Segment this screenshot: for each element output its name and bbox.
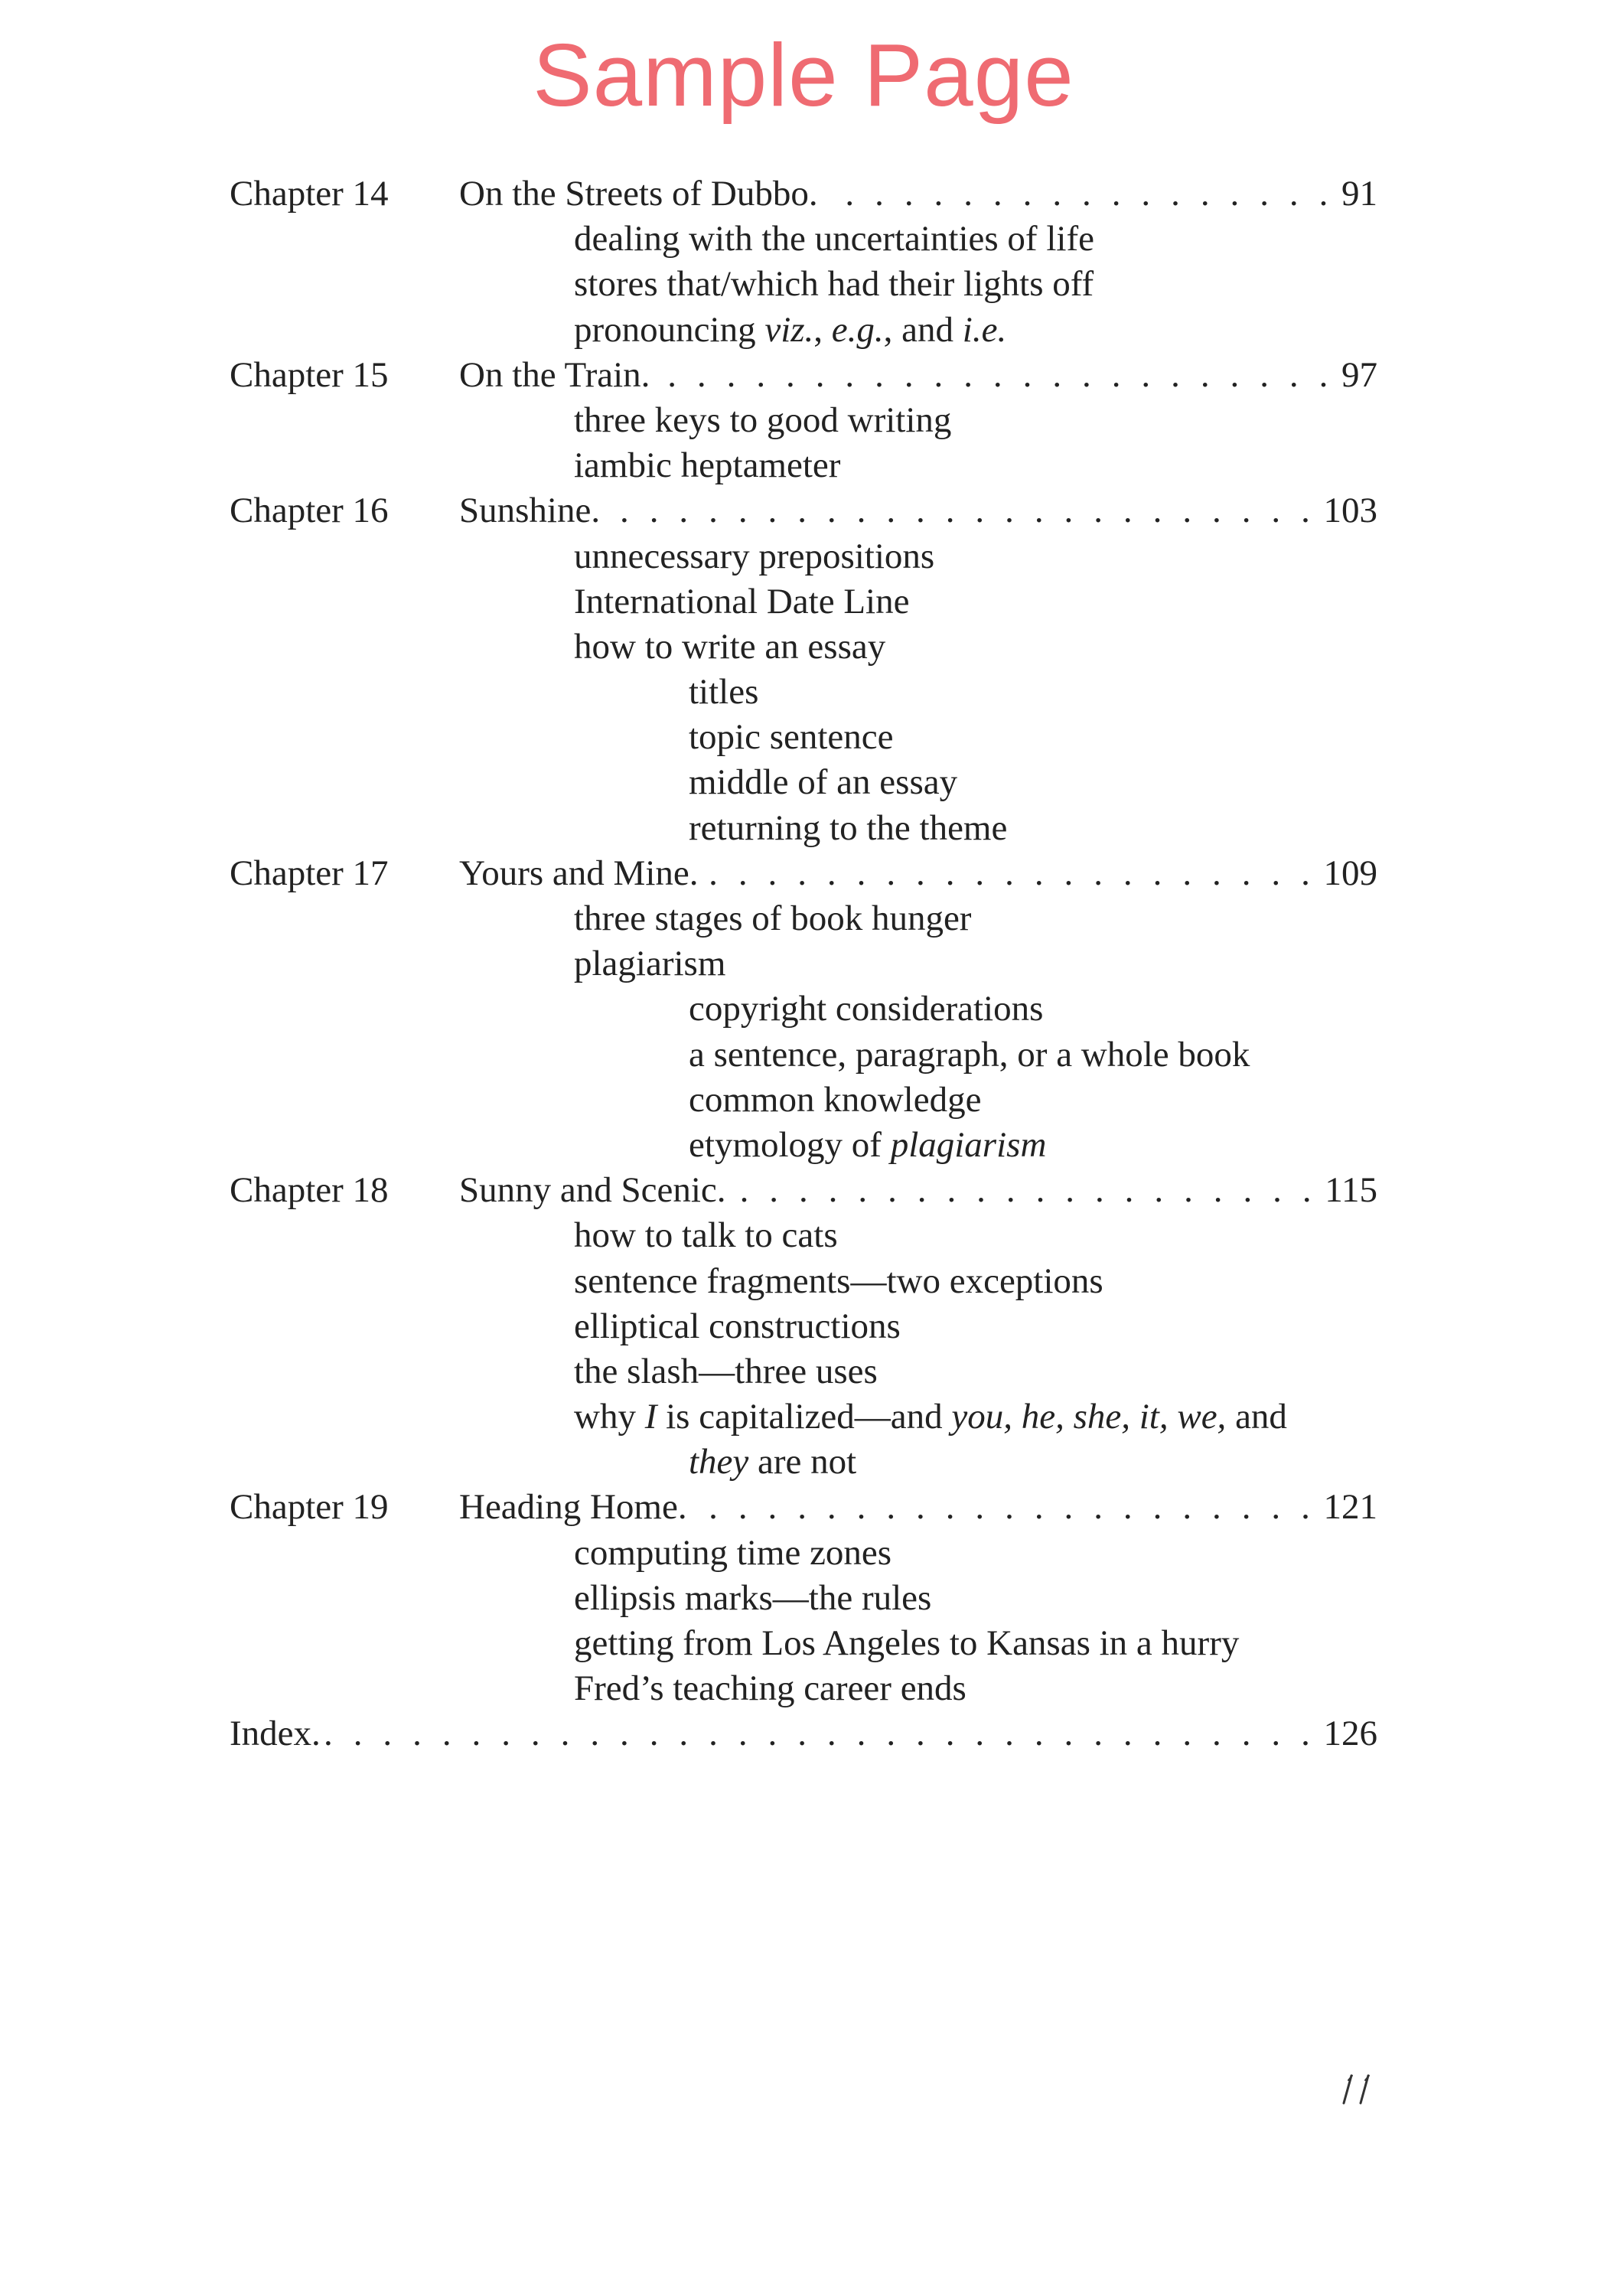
toc-subsubtopic: titles — [689, 672, 759, 713]
toc-subtopic: why I is capitalized—and you, he, she, it, we, and — [574, 1397, 1287, 1437]
toc-chapter-row — [230, 488, 1377, 533]
toc-subtopic: three stages of book hunger — [574, 899, 972, 938]
toc-chapter-row — [230, 1168, 1377, 1213]
chapter-label: Chapter 17 — [230, 853, 389, 893]
chapter-title-line — [459, 1485, 1377, 1530]
dot-leader — [731, 1168, 1318, 1213]
chapter-title: Yours and Mine. — [459, 851, 703, 896]
page-number: 109 — [1316, 851, 1378, 896]
toc-subsubtopic: middle of an essay — [689, 762, 958, 803]
chapter-title: On the Streets of Dubbo. — [459, 171, 823, 217]
toc-subsubtopic: copyright considerations — [689, 989, 1044, 1029]
chapter-title: Heading Home. — [459, 1485, 692, 1530]
toc-subtopic: iambic heptameter — [574, 445, 841, 486]
toc-subsubtopic: topic sentence — [689, 717, 894, 758]
chapter-title-line — [459, 353, 1377, 398]
toc-subtopic: elliptical constructions — [574, 1306, 901, 1346]
chapter-title: Sunshine. — [459, 488, 605, 533]
page-number: 115 — [1317, 1168, 1377, 1213]
sample-page-banner: Sample Page — [533, 25, 1074, 125]
dot-leader — [654, 353, 1334, 398]
chapter-title-line — [459, 851, 1377, 896]
toc-subtopic: ellipsis marks—the rules — [574, 1577, 932, 1618]
toc-chapter-row — [230, 353, 1377, 398]
chapter-title-line — [459, 1168, 1377, 1213]
chapter-title-line — [459, 488, 1377, 533]
toc-subtopic: getting from Los Angeles to Kansas in a hurry — [574, 1623, 1240, 1663]
index-title: Index. — [230, 1711, 325, 1756]
toc-chapter-row — [230, 171, 1377, 217]
toc-subtopic: computing time zones — [574, 1532, 892, 1573]
dot-leader — [692, 1485, 1316, 1530]
toc-subsubtopic: a sentence, paragraph, or a whole book — [689, 1034, 1250, 1075]
toc-subtopic: how to talk to cats — [574, 1215, 838, 1256]
toc-subtopic: International Date Line — [574, 581, 910, 621]
chapter-title-line — [459, 171, 1377, 217]
toc-chapter-row — [230, 1485, 1377, 1530]
dot-leader — [325, 1711, 1316, 1756]
page-number: 126 — [1316, 1711, 1378, 1756]
dot-leader — [823, 171, 1334, 217]
toc-subtopic: stores that/which had their lights off — [574, 264, 1094, 305]
chapter-label: Chapter 15 — [230, 354, 389, 395]
toc-subtopic: three keys to good writing — [574, 400, 952, 440]
table-of-contents — [230, 171, 1377, 1757]
toc-subtopic: how to write an essay — [574, 626, 886, 667]
toc-index-row — [230, 1711, 1377, 1756]
toc-subtopic: the slash—three uses — [574, 1351, 878, 1391]
toc-subtopic: Fred’s teaching career ends — [574, 1668, 966, 1709]
chapter-label: Chapter 14 — [230, 174, 389, 214]
page-number: 121 — [1316, 1485, 1378, 1530]
toc-subsubtopic: etymology of plagiarism — [689, 1124, 1047, 1165]
page-number: 97 — [1334, 353, 1377, 398]
page-number: 91 — [1334, 171, 1377, 217]
toc-subtopic: dealing with the uncertainties of life — [574, 219, 1094, 259]
toc-chapter-row — [230, 851, 1377, 896]
handwritten-page-number — [1338, 2071, 1384, 2109]
dot-leader — [703, 851, 1316, 896]
toc-subtopic: pronouncing viz., e.g., and i.e. — [574, 309, 1007, 350]
chapter-label: Chapter 16 — [230, 491, 389, 531]
toc-subtopic-continuation: they are not — [689, 1442, 857, 1482]
chapter-title: Sunny and Scenic. — [459, 1168, 731, 1213]
toc-subsubtopic: common knowledge — [689, 1079, 982, 1120]
toc-subtopic: sentence fragments—two exceptions — [574, 1261, 1103, 1301]
dot-leader — [605, 488, 1315, 533]
toc-subtopic: unnecessary prepositions — [574, 536, 935, 576]
chapter-label: Chapter 19 — [230, 1487, 389, 1528]
toc-subsubtopic: returning to the theme — [689, 807, 1008, 848]
index-title-line — [230, 1711, 1377, 1756]
chapter-title: On the Train. — [459, 353, 654, 398]
chapter-label: Chapter 18 — [230, 1170, 389, 1211]
page-number: 103 — [1316, 488, 1378, 533]
toc-subtopic: plagiarism — [574, 944, 726, 984]
